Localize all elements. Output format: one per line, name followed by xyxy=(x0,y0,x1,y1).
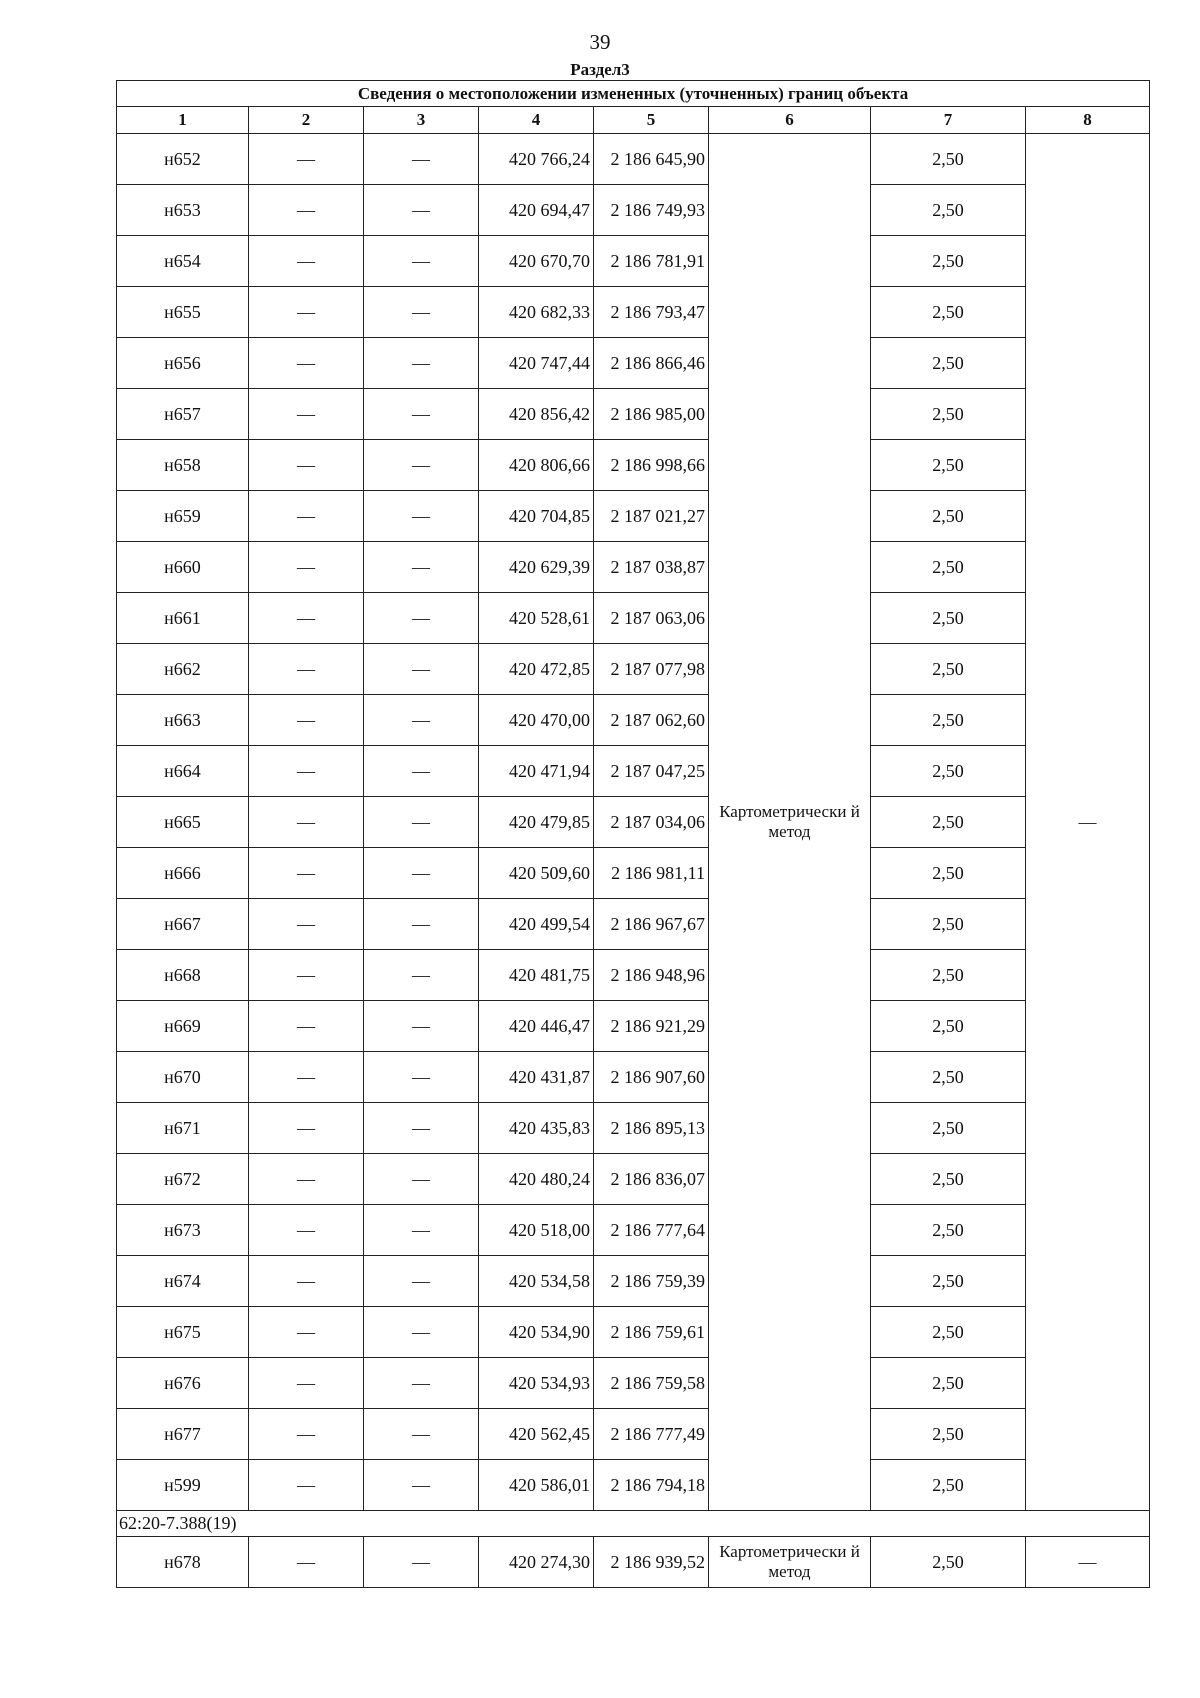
y-coordinate-cell: 2 186 939,52 xyxy=(594,1537,709,1588)
x-coordinate-cell: 420 629,39 xyxy=(479,542,594,593)
dash-cell: — xyxy=(249,1358,364,1409)
y-coordinate-cell: 2 187 047,25 xyxy=(594,746,709,797)
dash-cell: — xyxy=(364,389,479,440)
column-header: 6 xyxy=(709,107,871,134)
accuracy-cell: 2,50 xyxy=(871,389,1026,440)
point-name-cell: н655 xyxy=(117,287,249,338)
table-row xyxy=(117,287,1150,338)
dash-cell: — xyxy=(364,440,479,491)
point-name-cell: н675 xyxy=(117,1307,249,1358)
accuracy-cell: 2,50 xyxy=(871,797,1026,848)
accuracy-cell: 2,50 xyxy=(871,644,1026,695)
dash-cell: — xyxy=(249,185,364,236)
dash-cell: — xyxy=(249,644,364,695)
table-row xyxy=(117,848,1150,899)
accuracy-cell: 2,50 xyxy=(871,1307,1026,1358)
x-coordinate-cell: 420 806,66 xyxy=(479,440,594,491)
point-name-cell: н674 xyxy=(117,1256,249,1307)
dash-cell: — xyxy=(364,1154,479,1205)
column-header: 2 xyxy=(249,107,364,134)
dash-cell: — xyxy=(249,848,364,899)
x-coordinate-cell: 420 499,54 xyxy=(479,899,594,950)
accuracy-cell: 2,50 xyxy=(871,1154,1026,1205)
point-name-cell: н653 xyxy=(117,185,249,236)
section-title: Раздел3 xyxy=(570,60,630,79)
dash-cell: — xyxy=(364,899,479,950)
dash-cell: — xyxy=(364,1103,479,1154)
accuracy-cell: 2,50 xyxy=(871,1205,1026,1256)
point-name-cell: н599 xyxy=(117,1460,249,1511)
dash-cell: — xyxy=(364,491,479,542)
x-coordinate-cell: 420 704,85 xyxy=(479,491,594,542)
table-row xyxy=(117,338,1150,389)
dash-cell: — xyxy=(364,1205,479,1256)
point-name-cell: н652 xyxy=(117,134,249,185)
dash-cell: — xyxy=(249,1256,364,1307)
table-row xyxy=(117,695,1150,746)
table-row xyxy=(117,542,1150,593)
dash-cell: — xyxy=(249,1001,364,1052)
y-coordinate-cell: 2 187 034,06 xyxy=(594,797,709,848)
dash-cell: — xyxy=(364,287,479,338)
table-row xyxy=(117,440,1150,491)
dash-cell: — xyxy=(364,1052,479,1103)
table-row xyxy=(117,950,1150,1001)
dash-cell: — xyxy=(249,1154,364,1205)
point-name-cell: н660 xyxy=(117,542,249,593)
point-name-cell: н670 xyxy=(117,1052,249,1103)
y-coordinate-cell: 2 186 998,66 xyxy=(594,440,709,491)
x-coordinate-cell: 420 534,90 xyxy=(479,1307,594,1358)
dash-cell: — xyxy=(249,899,364,950)
accuracy-cell: 2,50 xyxy=(871,695,1026,746)
accuracy-cell: 2,50 xyxy=(871,1409,1026,1460)
column-header: 4 xyxy=(479,107,594,134)
dash-cell: — xyxy=(364,338,479,389)
column-header: 7 xyxy=(871,107,1026,134)
table-row xyxy=(117,1460,1150,1511)
dash-cell: — xyxy=(364,1537,479,1588)
dash-cell: — xyxy=(249,287,364,338)
x-coordinate-cell: 420 528,61 xyxy=(479,593,594,644)
x-coordinate-cell: 420 856,42 xyxy=(479,389,594,440)
group-label: 62:20-7.388(19) xyxy=(117,1511,1150,1537)
table-row xyxy=(117,236,1150,287)
x-coordinate-cell: 420 694,47 xyxy=(479,185,594,236)
point-name-cell: н659 xyxy=(117,491,249,542)
table-row xyxy=(117,1409,1150,1460)
table-row xyxy=(117,1205,1150,1256)
column-header: 5 xyxy=(594,107,709,134)
dash-cell: — xyxy=(364,1358,479,1409)
x-coordinate-cell: 420 766,24 xyxy=(479,134,594,185)
y-coordinate-cell: 2 186 777,64 xyxy=(594,1205,709,1256)
dash-cell: — xyxy=(364,746,479,797)
x-coordinate-cell: 420 472,85 xyxy=(479,644,594,695)
table-row xyxy=(117,134,1150,185)
point-name-cell: н671 xyxy=(117,1103,249,1154)
x-coordinate-cell: 420 274,30 xyxy=(479,1537,594,1588)
y-coordinate-cell: 2 187 063,06 xyxy=(594,593,709,644)
accuracy-cell: 2,50 xyxy=(871,338,1026,389)
dash-cell: — xyxy=(249,236,364,287)
x-coordinate-cell: 420 471,94 xyxy=(479,746,594,797)
y-coordinate-cell: 2 186 921,29 xyxy=(594,1001,709,1052)
table-row xyxy=(117,1001,1150,1052)
dash-cell: — xyxy=(249,542,364,593)
point-name-cell: н667 xyxy=(117,899,249,950)
dash-cell: — xyxy=(249,695,364,746)
table-row xyxy=(117,797,1150,848)
dash-cell: — xyxy=(249,1205,364,1256)
dash-cell: — xyxy=(364,950,479,1001)
dash-cell: — xyxy=(249,1460,364,1511)
point-name-cell: н654 xyxy=(117,236,249,287)
accuracy-cell: 2,50 xyxy=(871,1103,1026,1154)
accuracy-cell: 2,50 xyxy=(871,950,1026,1001)
y-coordinate-cell: 2 186 749,93 xyxy=(594,185,709,236)
table-row xyxy=(117,1307,1150,1358)
dash-cell: — xyxy=(364,185,479,236)
y-coordinate-cell: 2 186 907,60 xyxy=(594,1052,709,1103)
dash-cell: — xyxy=(364,593,479,644)
table-row xyxy=(117,1103,1150,1154)
x-coordinate-cell: 420 534,93 xyxy=(479,1358,594,1409)
accuracy-cell: 2,50 xyxy=(871,440,1026,491)
point-name-cell: н673 xyxy=(117,1205,249,1256)
table-row xyxy=(117,644,1150,695)
dash-cell: — xyxy=(364,695,479,746)
dash-cell: — xyxy=(249,1307,364,1358)
x-coordinate-cell: 420 682,33 xyxy=(479,287,594,338)
accuracy-cell: 2,50 xyxy=(871,593,1026,644)
point-name-cell: н665 xyxy=(117,797,249,848)
col8-cell: — xyxy=(1026,1537,1150,1588)
method-cell: Картометрически й метод xyxy=(709,134,871,1511)
dash-cell: — xyxy=(249,593,364,644)
column-header: 3 xyxy=(364,107,479,134)
dash-cell: — xyxy=(249,389,364,440)
x-coordinate-cell: 420 747,44 xyxy=(479,338,594,389)
x-coordinate-cell: 420 586,01 xyxy=(479,1460,594,1511)
accuracy-cell: 2,50 xyxy=(871,1052,1026,1103)
y-coordinate-cell: 2 186 759,58 xyxy=(594,1358,709,1409)
method-cell: Картометрически й метод xyxy=(709,1537,871,1588)
boundary-table xyxy=(116,80,1150,1588)
point-name-cell: н678 xyxy=(117,1537,249,1588)
y-coordinate-cell: 2 186 836,07 xyxy=(594,1154,709,1205)
x-coordinate-cell: 420 479,85 xyxy=(479,797,594,848)
y-coordinate-cell: 2 186 895,13 xyxy=(594,1103,709,1154)
point-name-cell: н657 xyxy=(117,389,249,440)
y-coordinate-cell: 2 186 794,18 xyxy=(594,1460,709,1511)
point-name-cell: н661 xyxy=(117,593,249,644)
y-coordinate-cell: 2 186 777,49 xyxy=(594,1409,709,1460)
dash-cell: — xyxy=(364,1460,479,1511)
accuracy-cell: 2,50 xyxy=(871,1460,1026,1511)
point-name-cell: н666 xyxy=(117,848,249,899)
accuracy-cell: 2,50 xyxy=(871,899,1026,950)
dash-cell: — xyxy=(249,950,364,1001)
point-name-cell: н672 xyxy=(117,1154,249,1205)
column-header-row xyxy=(117,107,1150,134)
point-name-cell: н677 xyxy=(117,1409,249,1460)
y-coordinate-cell: 2 186 759,39 xyxy=(594,1256,709,1307)
y-coordinate-cell: 2 186 981,11 xyxy=(594,848,709,899)
point-name-cell: н663 xyxy=(117,695,249,746)
column-header: 8 xyxy=(1026,107,1150,134)
x-coordinate-cell: 420 435,83 xyxy=(479,1103,594,1154)
table-row xyxy=(117,1358,1150,1409)
group-label-row xyxy=(117,1511,1150,1537)
dash-cell: — xyxy=(249,491,364,542)
table-row xyxy=(117,1052,1150,1103)
y-coordinate-cell: 2 187 077,98 xyxy=(594,644,709,695)
y-coordinate-cell: 2 186 967,67 xyxy=(594,899,709,950)
dash-cell: — xyxy=(364,1256,479,1307)
x-coordinate-cell: 420 431,87 xyxy=(479,1052,594,1103)
dash-cell: — xyxy=(364,1307,479,1358)
table-row xyxy=(117,899,1150,950)
dash-cell: — xyxy=(364,542,479,593)
dash-cell: — xyxy=(249,746,364,797)
dash-cell: — xyxy=(364,236,479,287)
accuracy-cell: 2,50 xyxy=(871,491,1026,542)
accuracy-cell: 2,50 xyxy=(871,287,1026,338)
col8-cell: — xyxy=(1026,134,1150,1511)
dash-cell: — xyxy=(249,1052,364,1103)
y-coordinate-cell: 2 186 645,90 xyxy=(594,134,709,185)
dash-cell: — xyxy=(249,134,364,185)
y-coordinate-cell: 2 187 038,87 xyxy=(594,542,709,593)
y-coordinate-cell: 2 186 793,47 xyxy=(594,287,709,338)
y-coordinate-cell: 2 186 866,46 xyxy=(594,338,709,389)
point-name-cell: н664 xyxy=(117,746,249,797)
table-row xyxy=(117,389,1150,440)
dash-cell: — xyxy=(364,644,479,695)
y-coordinate-cell: 2 186 948,96 xyxy=(594,950,709,1001)
accuracy-cell: 2,50 xyxy=(871,236,1026,287)
table-row xyxy=(117,593,1150,644)
y-coordinate-cell: 2 187 021,27 xyxy=(594,491,709,542)
y-coordinate-cell: 2 186 759,61 xyxy=(594,1307,709,1358)
dash-cell: — xyxy=(249,338,364,389)
page-number: 39 xyxy=(589,30,611,54)
y-coordinate-cell: 2 186 781,91 xyxy=(594,236,709,287)
dash-cell: — xyxy=(364,1409,479,1460)
dash-cell: — xyxy=(249,440,364,491)
accuracy-cell: 2,50 xyxy=(871,185,1026,236)
x-coordinate-cell: 420 562,45 xyxy=(479,1409,594,1460)
x-coordinate-cell: 420 534,58 xyxy=(479,1256,594,1307)
point-name-cell: н676 xyxy=(117,1358,249,1409)
x-coordinate-cell: 420 470,00 xyxy=(479,695,594,746)
x-coordinate-cell: 420 670,70 xyxy=(479,236,594,287)
point-name-cell: н658 xyxy=(117,440,249,491)
dash-cell: — xyxy=(249,1537,364,1588)
table-row xyxy=(117,1154,1150,1205)
dash-cell: — xyxy=(364,797,479,848)
column-header: 1 xyxy=(117,107,249,134)
accuracy-cell: 2,50 xyxy=(871,542,1026,593)
x-coordinate-cell: 420 446,47 xyxy=(479,1001,594,1052)
point-name-cell: н662 xyxy=(117,644,249,695)
accuracy-cell: 2,50 xyxy=(871,134,1026,185)
point-name-cell: н656 xyxy=(117,338,249,389)
accuracy-cell: 2,50 xyxy=(871,1256,1026,1307)
accuracy-cell: 2,50 xyxy=(871,746,1026,797)
dash-cell: — xyxy=(364,848,479,899)
accuracy-cell: 2,50 xyxy=(871,848,1026,899)
dash-cell: — xyxy=(364,134,479,185)
x-coordinate-cell: 420 518,00 xyxy=(479,1205,594,1256)
y-coordinate-cell: 2 186 985,00 xyxy=(594,389,709,440)
dash-cell: — xyxy=(364,1001,479,1052)
table-row xyxy=(117,491,1150,542)
y-coordinate-cell: 2 187 062,60 xyxy=(594,695,709,746)
table-caption: Сведения о местоположении измененных (уточненных) границ объекта xyxy=(117,81,1150,107)
point-name-cell: н668 xyxy=(117,950,249,1001)
accuracy-cell: 2,50 xyxy=(871,1537,1026,1588)
point-name-cell: н669 xyxy=(117,1001,249,1052)
table-row xyxy=(117,1256,1150,1307)
dash-cell: — xyxy=(249,1103,364,1154)
table-caption-row xyxy=(117,81,1150,107)
accuracy-cell: 2,50 xyxy=(871,1001,1026,1052)
accuracy-cell: 2,50 xyxy=(871,1358,1026,1409)
x-coordinate-cell: 420 509,60 xyxy=(479,848,594,899)
x-coordinate-cell: 420 480,24 xyxy=(479,1154,594,1205)
dash-cell: — xyxy=(249,797,364,848)
table-row xyxy=(117,185,1150,236)
x-coordinate-cell: 420 481,75 xyxy=(479,950,594,1001)
table-row xyxy=(117,746,1150,797)
table-row xyxy=(117,1537,1150,1588)
dash-cell: — xyxy=(249,1409,364,1460)
